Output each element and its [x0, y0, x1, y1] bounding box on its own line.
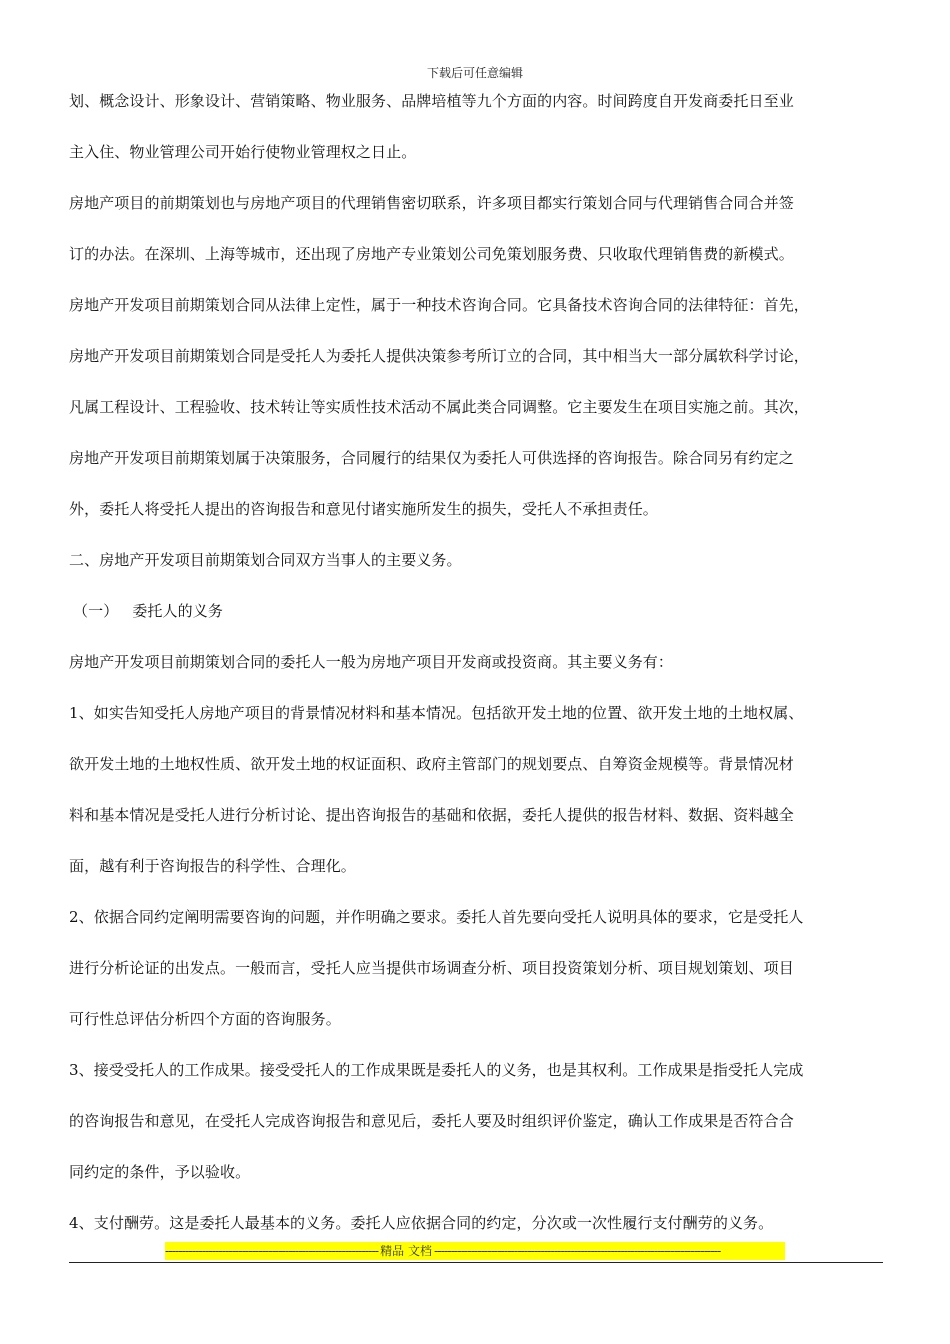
- subsection-number: （一）: [73, 602, 119, 620]
- paragraph-line: 进行分析论证的出发点。一般而言，受托人应当提供市场调查分析、项目投资策划分析、项目规划策划、项目: [69, 959, 794, 977]
- footer-divider: [69, 1262, 883, 1263]
- paragraph-line: 房地产开发项目前期策划属于决策服务，合同履行的结果仅为委托人可供选择的咨询报告。除合同另有约定之: [69, 449, 794, 467]
- paragraph-1: [69, 88, 885, 165]
- paragraph-line: 欲开发土地的土地权性质、欲开发土地的权证面积、政府主管部门的规划要点、自筹资金规模等。背景情况材: [69, 755, 794, 773]
- page-header-note: 下载后可任意编辑: [426, 66, 523, 80]
- paragraph-line: 划、概念设计、形象设计、营销策略、物业服务、品牌培植等九个方面的内容。时间跨度自开发商委托日至业: [69, 92, 794, 110]
- list-item-1: [69, 700, 885, 879]
- footer-highlight-bar: [165, 1242, 785, 1260]
- paragraph-2: [69, 190, 885, 267]
- subsection-heading: [69, 598, 885, 624]
- paragraph-line: 凡属工程设计、工程验收、技术转让等实质性技术活动不属此类合同调整。它主要发生在项目实施之前。其次，: [69, 398, 809, 416]
- section-heading: 二、房地产开发项目前期策划合同双方当事人的主要义务。: [69, 551, 462, 569]
- paragraph-line: 同约定的条件，予以验收。: [69, 1163, 251, 1181]
- footer-label: 精品 文档: [380, 1244, 432, 1258]
- subsection-title: 委托人的义务: [132, 602, 223, 620]
- paragraph-3: [69, 292, 885, 522]
- paragraph-line: 房地产开发项目前期策划合同是受托人为委托人提供决策参考所订立的合同，其中相当大一部分属软科学讨论，: [69, 347, 809, 365]
- footer-dashes-right: --------------------------------------------------------------------------------------: [433, 1244, 721, 1258]
- paragraph-line: 主入住、物业管理公司开始行使物业管理权之日止。: [69, 143, 417, 161]
- paragraph-line: 2、依据合同约定阐明需要咨询的问题，并作明确之要求。委托人首先要向受托人说明具体的要求，它是受托人: [69, 908, 804, 926]
- paragraph-line: 料和基本情况是受托人进行分析讨论、提出咨询报告的基础和依据，委托人提供的报告材料、数据、资料越全: [69, 806, 794, 824]
- paragraph-line: 1、如实告知受托人房地产项目的背景情况材料和基本情况。包括欲开发土地的位置、欲开发土地的土地权属、: [69, 704, 804, 722]
- paragraph-line: 房地产开发项目前期策划合同从法律上定性，属于一种技术咨询合同。它具备技术咨询合同的法律特征：首先，: [69, 296, 809, 314]
- paragraph-line: 房地产项目的前期策划也与房地产项目的代理销售密切联系，许多项目都实行策划合同与代理销售合同合并签: [69, 194, 794, 212]
- document-body: [69, 88, 885, 1236]
- paragraph-line: 3、接受受托人的工作成果。接受受托人的工作成果既是委托人的义务，也是其权利。工作成果是指受托人完成: [69, 1061, 804, 1079]
- footer-dashes-left: ----------------------------------------------------------------: [165, 1244, 379, 1258]
- list-item-4: 4、支付酬劳。这是委托人最基本的义务。委托人应依据合同的约定，分次或一次性履行支付酬劳的义务。: [69, 1214, 774, 1232]
- list-item-2: [69, 904, 885, 1032]
- paragraph-line: 面，越有利于咨询报告的科学性、合理化。: [69, 857, 356, 875]
- paragraph-line: 的咨询报告和意见，在受托人完成咨询报告和意见后，委托人要及时组织评价鉴定，确认工作成果是否符合合: [69, 1112, 794, 1130]
- list-item-3: [69, 1057, 885, 1185]
- paragraph-4: 房地产开发项目前期策划合同的委托人一般为房地产项目开发商或投资商。其主要义务有：: [69, 653, 674, 671]
- paragraph-line: 外，委托人将受托人提出的咨询报告和意见付诸实施所发生的损失，受托人不承担责任。: [69, 500, 658, 518]
- paragraph-line: 订的办法。在深圳、上海等城市，还出现了房地产专业策划公司免策划服务费、只收取代理销售费的新模式。: [69, 245, 794, 263]
- paragraph-line: 可行性总评估分析四个方面的咨询服务。: [69, 1010, 341, 1028]
